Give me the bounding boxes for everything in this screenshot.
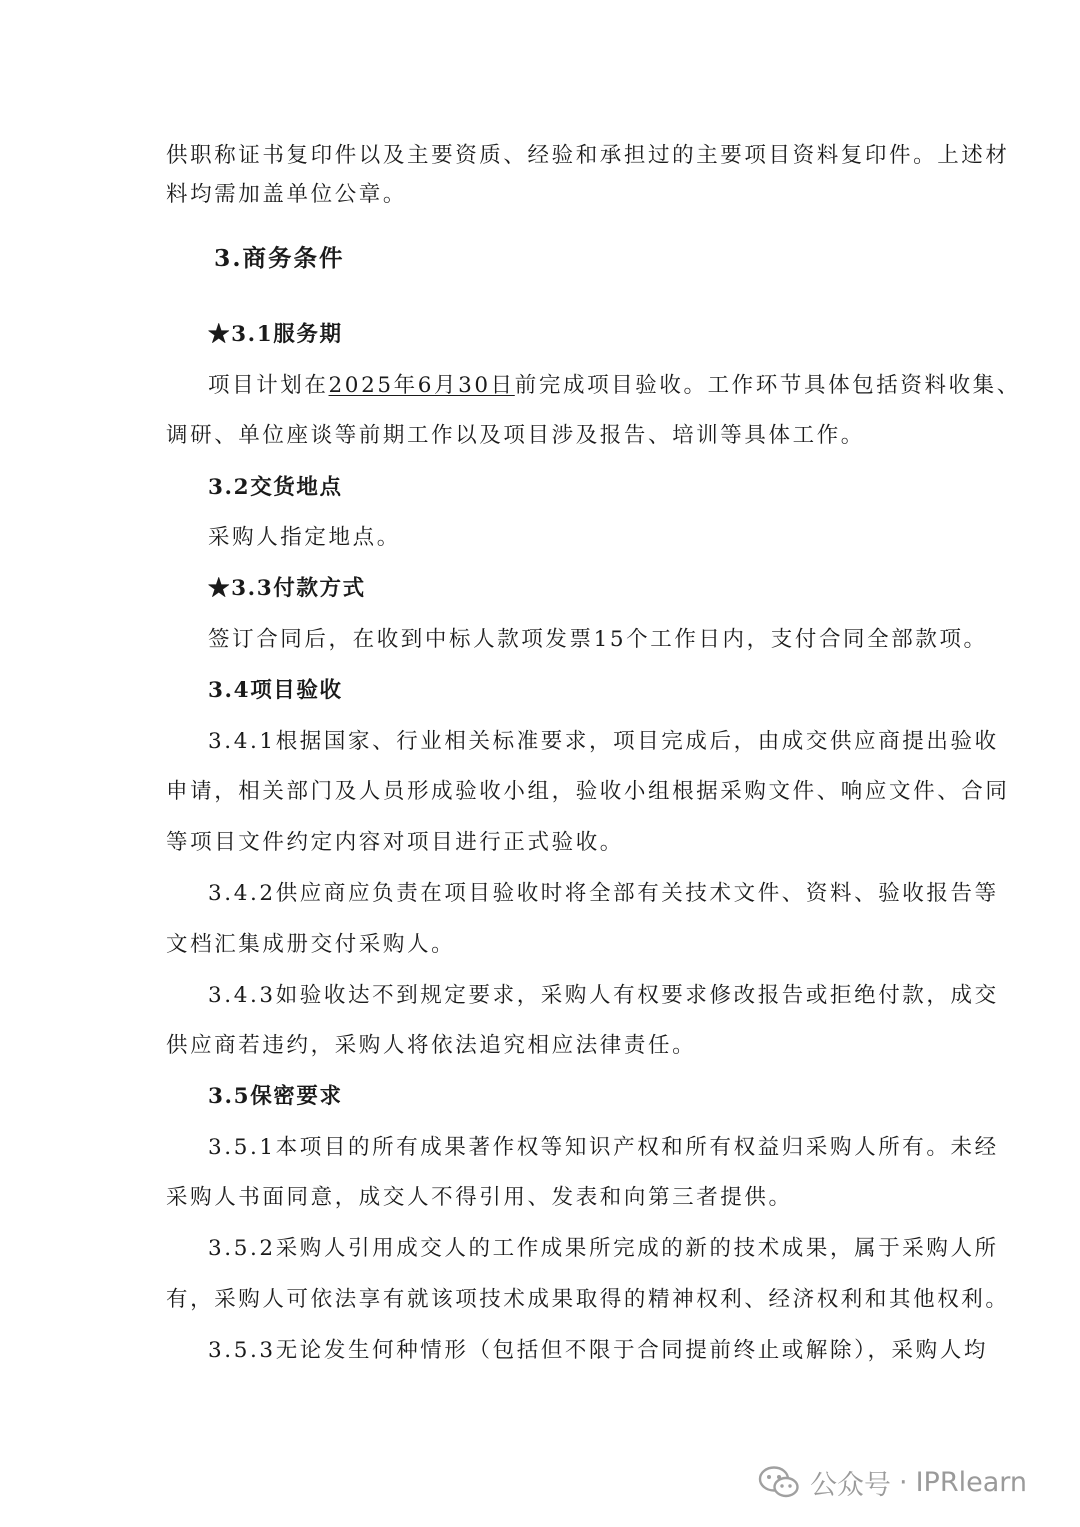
watermark-separator: · xyxy=(899,1466,908,1498)
subsection-heading: 3.4项目验收 xyxy=(208,678,343,703)
wechat-icon xyxy=(758,1465,800,1499)
paragraph-line: 采购人书面同意，成交人不得引用、发表和向第三者提供。 xyxy=(166,1185,793,1210)
paragraph-line: 3.5.1本项目的所有成果著作权等知识产权和所有权益归采购人所有。未经 xyxy=(208,1135,999,1160)
paragraph-line: 供职称证书复印件以及主要资质、经验和承担过的主要项目资料复印件。上述材 xyxy=(166,143,1010,168)
section-heading: 3.商务条件 xyxy=(214,244,345,272)
paragraph-line: 采购人指定地点。 xyxy=(208,525,401,550)
subsection-heading: ★3.1服务期 xyxy=(208,322,343,347)
paragraph-text: 前完成项目验收。工作环节具体包括资料收集、 xyxy=(514,373,1021,398)
paragraph-line: 3.4.3如验收达不到规定要求，采购人有权要求修改报告或拒绝付款，成交 xyxy=(208,983,999,1008)
paragraph-line: 供应商若违约，采购人将依法追究相应法律责任。 xyxy=(166,1033,697,1058)
paragraph-line: 3.5.3无论发生何种情形（包括但不限于合同提前终止或解除），采购人均 xyxy=(208,1338,988,1363)
deadline-date: 2025年6月30日 xyxy=(328,373,515,398)
paragraph-line: 料均需加盖单位公章。 xyxy=(166,182,408,207)
paragraph-line: 调研、单位座谈等前期工作以及项目涉及报告、培训等具体工作。 xyxy=(166,423,865,448)
paragraph-line: 签订合同后，在收到中标人款项发票15个工作日内，支付合同全部款项。 xyxy=(208,627,988,652)
subsection-heading: 3.2交货地点 xyxy=(208,475,343,500)
paragraph-line: 3.5.2采购人引用成交人的工作成果所完成的新的技术成果，属于采购人所 xyxy=(208,1236,999,1261)
paragraph-line: 文档汇集成册交付采购人。 xyxy=(166,932,456,957)
paragraph-line: 有，采购人可依法享有就该项技术成果取得的精神权利、经济权利和其他权利。 xyxy=(166,1287,1010,1312)
watermark-account: IPRlearn xyxy=(915,1466,1027,1498)
wechat-watermark xyxy=(758,1462,1027,1502)
paragraph-line xyxy=(208,375,1021,397)
subsection-heading: ★3.3付款方式 xyxy=(208,576,366,601)
paragraph-line: 申请，相关部门及人员形成验收小组，验收小组根据采购文件、响应文件、合同 xyxy=(166,779,1010,804)
paragraph-line: 等项目文件约定内容对项目进行正式验收。 xyxy=(166,830,624,855)
paragraph-line: 3.4.2供应商应负责在项目验收时将全部有关技术文件、资料、验收报告等 xyxy=(208,881,999,906)
paragraph-text: 项目计划在 xyxy=(208,373,329,398)
paragraph-line: 3.4.1根据国家、行业相关标准要求，项目完成后，由成交供应商提出验收 xyxy=(208,729,999,754)
watermark-label: 公众号 xyxy=(810,1469,891,1501)
subsection-heading: 3.5保密要求 xyxy=(208,1084,343,1109)
